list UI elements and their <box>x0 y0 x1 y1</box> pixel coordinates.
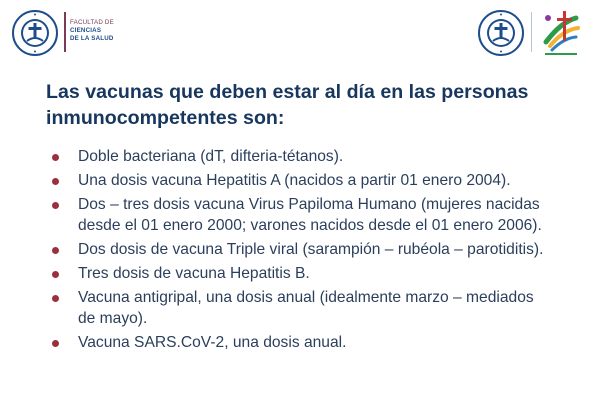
header <box>0 0 595 64</box>
faculty-line-2: CIENCIAS <box>70 27 102 34</box>
bullet-icon <box>52 271 59 278</box>
page-title: Las vacunas que deben estar al día en las personas inmunocompetentes son: <box>46 81 529 129</box>
vaccine-list <box>52 146 552 356</box>
bullet-icon <box>52 247 59 254</box>
list-item-text: Vacuna SARS.CoV-2, una dosis anual. <box>78 334 347 351</box>
faculty-line-1: FACULTAD DE <box>70 19 114 26</box>
list-item-text: Una dosis vacuna Hepatitis A (nacidos a partir 01 enero 2004). <box>78 172 511 189</box>
list-item <box>52 263 552 284</box>
list-item <box>52 239 552 260</box>
faculty-line-3: DE LA SALUD <box>70 35 114 42</box>
bullet-icon <box>52 154 59 161</box>
bullet-icon <box>52 202 59 209</box>
bullet-icon <box>52 295 59 302</box>
list-item <box>52 146 552 167</box>
list-item <box>52 287 552 329</box>
list-item <box>52 194 552 236</box>
list-item-text: Tres dosis de vacuna Hepatitis B. <box>78 265 310 282</box>
university-seal-icon <box>12 10 58 56</box>
logo-divider <box>531 12 532 52</box>
faculty-name <box>70 19 140 43</box>
list-item-text: Dos dosis de vacuna Triple viral (sarampión – rubéola – parotiditis). <box>78 241 544 258</box>
university-seal-icon <box>478 10 524 56</box>
bullet-icon <box>52 178 59 185</box>
list-item <box>52 332 552 353</box>
faculty-divider <box>64 12 66 52</box>
pilgrim-cross-logo-icon <box>536 8 586 58</box>
list-item-text: Vacuna antigripal, una dosis anual (idealmente marzo – mediados de mayo). <box>78 289 534 327</box>
list-item-text: Doble bacteriana (dT, difteria-tétanos). <box>78 148 344 165</box>
bullet-icon <box>52 340 59 347</box>
list-item <box>52 170 552 191</box>
list-item-text: Dos – tres dosis vacuna Virus Papiloma Humano (mujeres nacidas desde el 01 enero 2000; varones nacidos desde el 01 enero 2006). <box>78 196 542 234</box>
